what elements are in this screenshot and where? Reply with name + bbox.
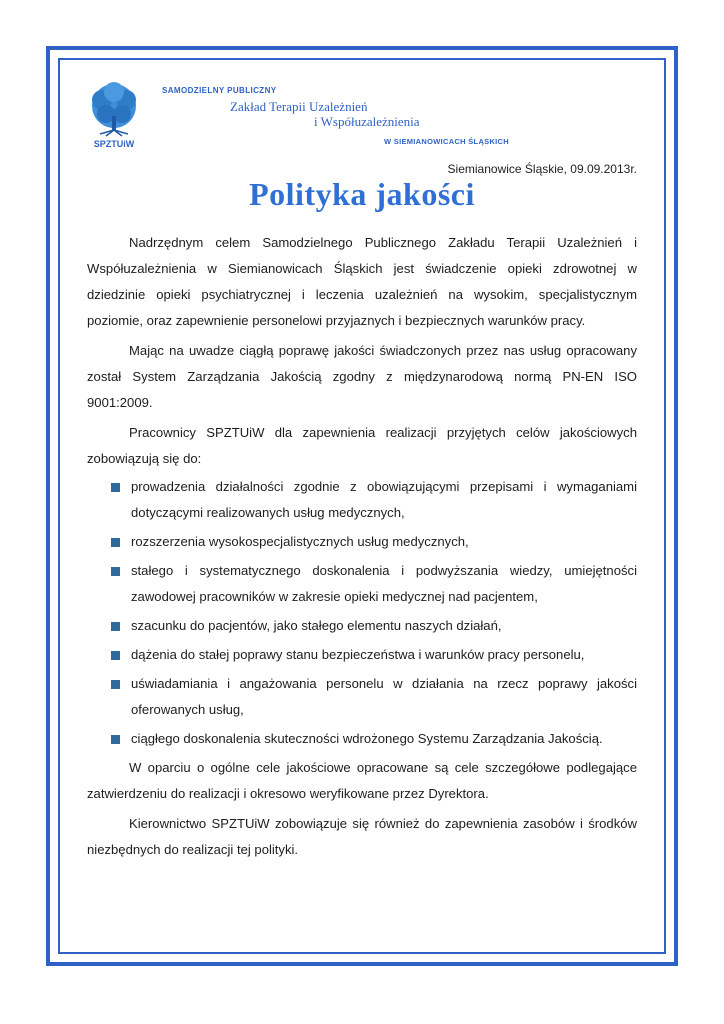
list-item: ciągłego doskonalenia skuteczności wdrożonego Systemu Zarządzania Jakością. — [87, 726, 637, 752]
document-title: Polityka jakości — [249, 176, 475, 212]
org-location: W SIEMIANOWICACH ŚLĄSKICH — [384, 137, 509, 146]
list-item: rozszerzenia wysokospecjalistycznych usług medycznych, — [87, 529, 637, 555]
tree-logo-icon — [82, 80, 146, 150]
list-item: szacunku do pacjentów, jako stałego elementu naszych działań, — [87, 613, 637, 639]
org-name-top: SAMODZIELNY PUBLICZNY — [162, 86, 277, 95]
square-bullet-icon — [111, 651, 120, 660]
square-bullet-icon — [111, 735, 120, 744]
document-body — [87, 230, 637, 867]
org-name-line2: i Współuzależnienia — [314, 114, 420, 129]
square-bullet-icon — [111, 622, 120, 631]
paragraph-qms: Mając na uwadze ciągłą poprawę jakości świadczonych przez nas usług opracowany został System Zarządzania Jakością zgodny z międzynarodową normą PN-EN ISO 9001:2009. — [87, 343, 637, 410]
list-item: dążenia do stałej poprawy stanu bezpieczeństwa i warunków pracy personelu, — [87, 642, 637, 668]
square-bullet-icon — [111, 483, 120, 492]
paragraph-commitment-lead: Pracownicy SPZTUiW dla zapewnienia realizacji przyjętych celów jakościowych zobowiązują się do: — [87, 425, 637, 466]
org-name-line1: Zakład Terapii Uzależnień — [230, 99, 368, 114]
square-bullet-icon — [111, 538, 120, 547]
paragraph-objectives: W oparciu o ogólne cele jakościowe opracowane są cele szczegółowe podlegające zatwierdzeniu do realizacji i okresowo weryfikowane przez Dyrektora. — [87, 760, 637, 801]
document-date: Siemianowice Śląskie, 09.09.2013r. — [447, 162, 637, 176]
paragraph-intro: Nadrzędnym celem Samodzielnego Publicznego Zakładu Terapii Uzależnień i Współuzależnienia w Siemianowicach Śląskich jest świadczenie opieki zdrowotnej w dziedzinie opieki psychiatrycznej i leczenia uzależnień na wysokim, specjalistycznym poziomie, oraz zapewnienie personelowi przyjaznych i bezpiecznych warunków pracy. — [87, 235, 637, 328]
logo-label: SPZTUiW — [93, 139, 135, 149]
list-item: stałego i systematycznego doskonalenia i podwyższania wiedzy, umiejętności zawodowej pracowników w zakresie opieki medycznej nad pacjentem, — [87, 558, 637, 610]
list-item: prowadzenia działalności zgodnie z obowiązującymi przepisami i wymaganiami dotyczącymi realizowanych usług medycznych, — [87, 474, 637, 526]
square-bullet-icon — [111, 567, 120, 576]
square-bullet-icon — [111, 680, 120, 689]
paragraph-management: Kierownictwo SPZTUiW zobowiązuje się również do zapewnienia zasobów i środków niezbędnych do realizacji tej polityki. — [87, 816, 637, 857]
commitments-list — [87, 474, 637, 752]
list-item: uświadamiania i angażowania personelu w działania na rzecz poprawy jakości oferowanych usług, — [87, 671, 637, 723]
